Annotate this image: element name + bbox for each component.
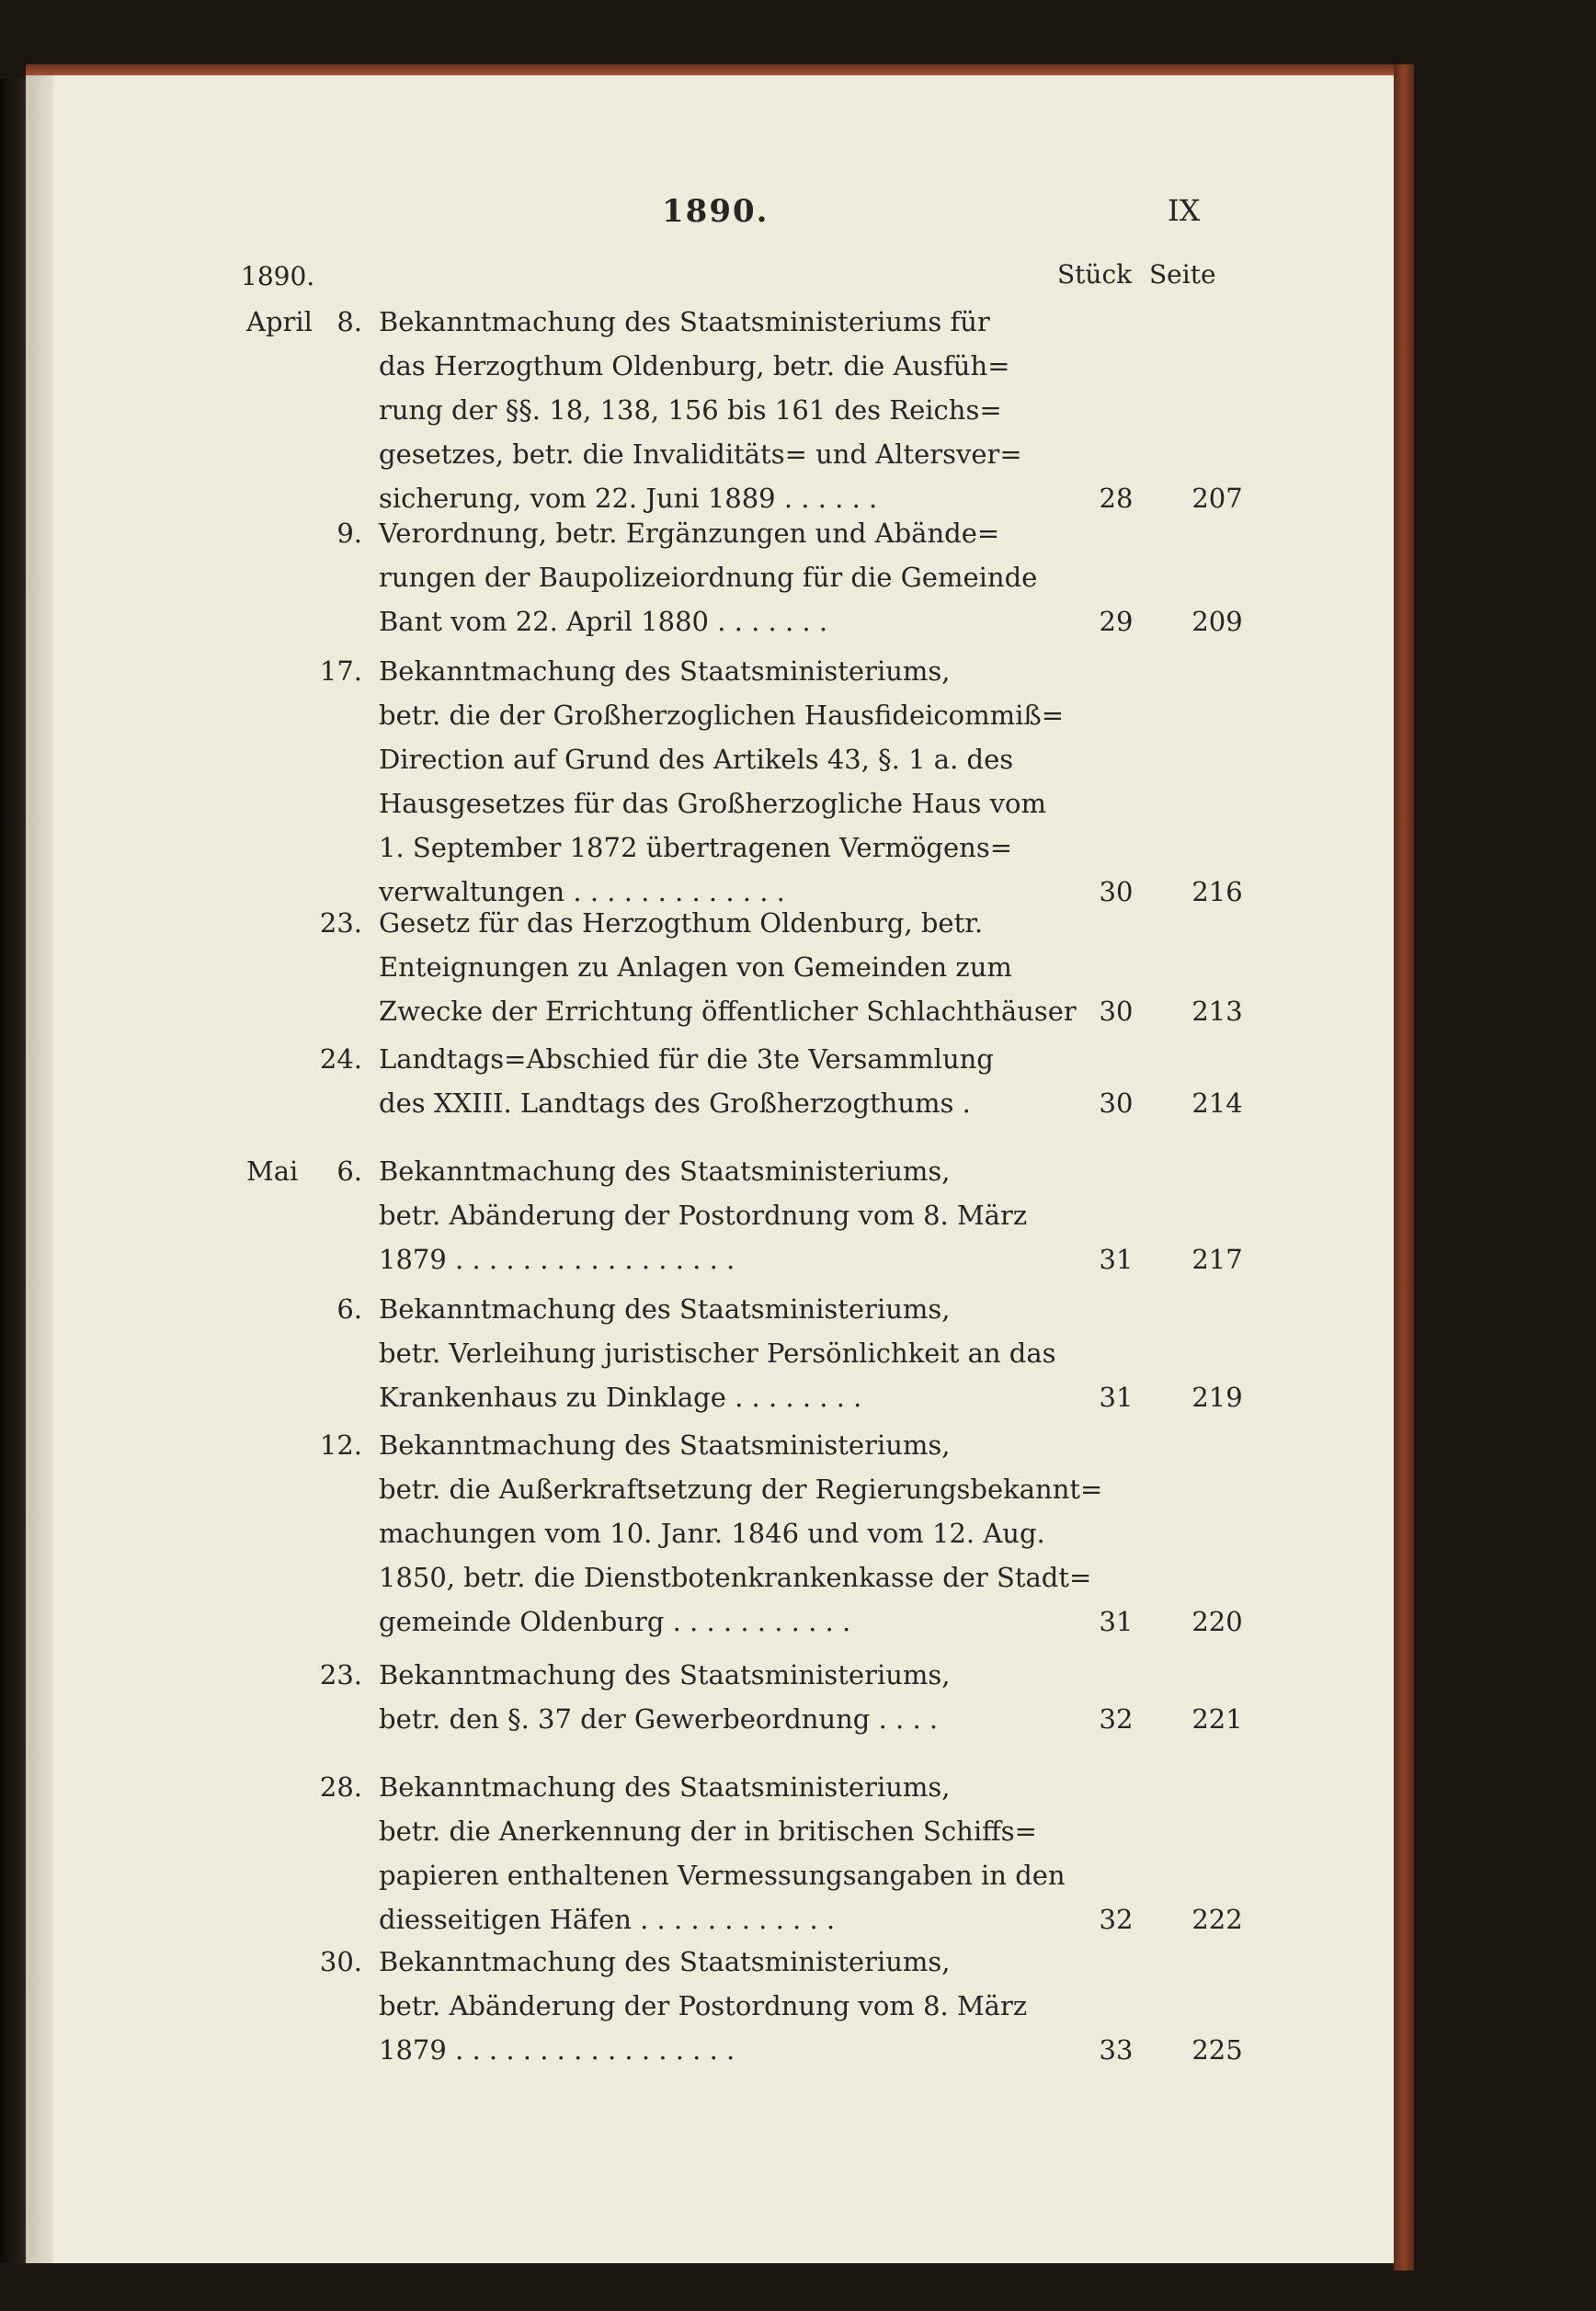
page-number: IX	[1168, 193, 1201, 228]
book-spine-shadow	[0, 79, 26, 2263]
entry-seite: 219	[1191, 1382, 1243, 1413]
entry-line	[221, 1697, 1250, 1741]
entry-line	[221, 1375, 1250, 1419]
entry-line	[221, 344, 1250, 388]
entry-seite: 214	[1191, 1087, 1243, 1119]
entry-day: 17.	[319, 655, 362, 687]
entry-text: 1. September 1872 übertragenen Vermögens=	[379, 832, 1013, 863]
entry	[221, 511, 1250, 643]
entry-day: 23.	[319, 1659, 362, 1691]
entry-text: betr. die der Großherzoglichen Hausfideicommiß=	[379, 700, 1065, 731]
entry-text: 1879 . . . . . . . . . . . . . . . . .	[379, 1244, 735, 1275]
entry-line	[221, 1897, 1250, 1941]
entry-stueck: 28	[1099, 483, 1134, 514]
entry	[221, 649, 1250, 914]
entry-line	[221, 1853, 1250, 1897]
entry-line	[221, 1765, 1250, 1809]
entry-line	[221, 649, 1250, 693]
entry-seite: 209	[1191, 606, 1243, 637]
entry-text: machungen vom 10. Janr. 1846 und vom 12. Aug.	[379, 1518, 1045, 1549]
entry-line	[221, 693, 1250, 737]
entry-line	[221, 555, 1250, 599]
entry-line	[221, 1287, 1250, 1331]
column-seite-label: Seite	[1149, 259, 1216, 290]
entry	[221, 1940, 1250, 2072]
entry-stueck: 30	[1099, 996, 1134, 1027]
entry-stueck: 33	[1099, 2034, 1134, 2066]
entry-line	[221, 825, 1250, 870]
entry-text: rung der §§. 18, 138, 156 bis 161 des Reichs=	[379, 394, 1002, 426]
entry-seite: 216	[1191, 876, 1243, 907]
entry-text: Zwecke der Errichtung öffentlicher Schlachthäuser	[379, 996, 1077, 1027]
entry-text: Bekanntmachung des Staatsministeriums,	[379, 655, 951, 687]
entry	[221, 1765, 1250, 1941]
entry	[221, 1653, 1250, 1741]
entry-month: April	[246, 306, 313, 337]
entry-line	[221, 511, 1250, 555]
entry-text: Enteignungen zu Anlagen von Gemeinden zum	[379, 951, 1012, 983]
entry-text: Bekanntmachung des Staatsministeriums,	[379, 1771, 951, 1803]
entry-stueck: 30	[1099, 1087, 1134, 1119]
entry-seite: 213	[1191, 996, 1243, 1027]
entry-text: Gesetz für das Herzogthum Oldenburg, betr.	[379, 907, 984, 939]
entry-line	[221, 300, 1250, 344]
entry-text: 1879 . . . . . . . . . . . . . . . . .	[379, 2034, 735, 2066]
column-stueck-label: Stück	[1057, 259, 1133, 290]
entry-stueck: 32	[1099, 1904, 1134, 1935]
entry-text: Bekanntmachung des Staatsministeriums,	[379, 1156, 951, 1187]
entry	[221, 901, 1250, 1033]
entry-text: rungen der Baupolizeiordnung für die Gemeinde	[379, 562, 1038, 593]
entry-stueck: 31	[1099, 1606, 1134, 1637]
entry-line	[221, 901, 1250, 945]
entry-seite: 207	[1191, 483, 1243, 514]
entry-stueck: 31	[1099, 1244, 1134, 1275]
entry	[221, 1287, 1250, 1419]
entry-line	[221, 1237, 1250, 1281]
entry-day: 30.	[319, 1946, 362, 1977]
entry-text: Direction auf Grund des Artikels 43, §. 1 a. des	[379, 744, 1014, 775]
entry-line	[221, 599, 1250, 643]
entry-seite: 221	[1191, 1703, 1243, 1735]
entry-stueck: 30	[1099, 876, 1134, 907]
entry-day: 6.	[336, 1156, 362, 1187]
entry-line	[221, 945, 1250, 989]
entry-text: gemeinde Oldenburg . . . . . . . . . . .	[379, 1606, 851, 1637]
entry-text: Bekanntmachung des Staatsministeriums,	[379, 1946, 951, 1977]
entry-text: Hausgesetzes für das Großherzogliche Haus vom	[379, 788, 1046, 819]
entry-line	[221, 989, 1250, 1033]
running-head-year: 1890.	[662, 193, 770, 230]
entry-text: sicherung, vom 22. Juni 1889 . . . . . .	[379, 483, 878, 514]
entry	[221, 1423, 1250, 1644]
entry-text: Bekanntmachung des Staatsministeriums,	[379, 1293, 951, 1325]
entry-line	[221, 1081, 1250, 1125]
entry-text: Bant vom 22. April 1880 . . . . . . .	[379, 606, 828, 637]
entry-text: betr. Verleihung juristischer Persönlichkeit an das	[379, 1338, 1056, 1369]
entry-line	[221, 1193, 1250, 1237]
entry-text: betr. Abänderung der Postordnung vom 8. März	[379, 1200, 1028, 1231]
entry-text: verwaltungen . . . . . . . . . . . . .	[379, 876, 785, 907]
entry-text: betr. die Außerkraftsetzung der Regierungsbekannt=	[379, 1474, 1103, 1505]
entry-stueck: 29	[1099, 606, 1134, 637]
entry-line	[221, 1555, 1250, 1599]
entry-text: betr. den §. 37 der Gewerbeordnung . . . .	[379, 1703, 939, 1735]
entry-stueck: 32	[1099, 1703, 1134, 1735]
entry-day: 23.	[319, 907, 362, 939]
entry-line	[221, 1037, 1250, 1081]
entry-day: 28.	[319, 1771, 362, 1803]
entry-seite: 222	[1191, 1904, 1243, 1935]
entry-line	[221, 1149, 1250, 1193]
cover-board-edge	[1394, 64, 1414, 2271]
entry-line	[221, 1331, 1250, 1375]
entry-text: Landtags=Abschied für die 3te Versammlung	[379, 1043, 994, 1075]
entry-line	[221, 737, 1250, 781]
entry-line	[221, 1599, 1250, 1644]
entry-text: Bekanntmachung des Staatsministeriums,	[379, 1659, 951, 1691]
entry-line	[221, 1467, 1250, 1511]
column-year-label: 1890.	[241, 261, 315, 291]
entry-line	[221, 1809, 1250, 1853]
entry-text: das Herzogthum Oldenburg, betr. die Ausfüh=	[379, 350, 1010, 381]
entry-line	[221, 432, 1250, 476]
entry	[221, 1149, 1250, 1281]
entry	[221, 300, 1250, 520]
entry-line	[221, 781, 1250, 825]
entry-stueck: 31	[1099, 1382, 1134, 1413]
entry-text: Bekanntmachung des Staatsministeriums für	[379, 306, 990, 337]
entry-seite: 220	[1191, 1606, 1243, 1637]
entry-line	[221, 1423, 1250, 1467]
entry-day: 12.	[319, 1429, 362, 1461]
entry-line	[221, 1940, 1250, 1984]
entry-line	[221, 1653, 1250, 1697]
entry-day: 24.	[319, 1043, 362, 1075]
entry-line	[221, 388, 1250, 432]
entry-text: 1850, betr. die Dienstbotenkrankenkasse der Stadt=	[379, 1562, 1092, 1593]
entry-line	[221, 2028, 1250, 2072]
entry-day: 9.	[336, 518, 362, 549]
entry-line	[221, 1984, 1250, 2028]
entry-day: 6.	[336, 1293, 362, 1325]
entry-line	[221, 1511, 1250, 1555]
entry-text: gesetzes, betr. die Invaliditäts= und Altersver=	[379, 438, 1022, 470]
entry-text: betr. die Anerkennung der in britischen Schiffs=	[379, 1816, 1037, 1847]
entry-text: Bekanntmachung des Staatsministeriums,	[379, 1429, 951, 1461]
entry	[221, 1037, 1250, 1125]
entry-day: 8.	[336, 306, 362, 337]
entry-text: Verordnung, betr. Ergänzungen und Abände=	[379, 518, 1000, 549]
entry-month: Mai	[246, 1156, 299, 1187]
entry-seite: 225	[1191, 2034, 1243, 2066]
entry-text: diesseitigen Häfen . . . . . . . . . . . .	[379, 1904, 836, 1935]
page-gutter	[26, 75, 53, 2263]
entry-text: des XXIII. Landtags des Großherzogthums .	[379, 1087, 971, 1119]
entry-text: Krankenhaus zu Dinklage . . . . . . . .	[379, 1382, 862, 1413]
entry-seite: 217	[1191, 1244, 1243, 1275]
entry-text: betr. Abänderung der Postordnung vom 8. März	[379, 1990, 1028, 2021]
entry-text: papieren enthaltenen Vermessungsangaben in den	[379, 1860, 1066, 1891]
